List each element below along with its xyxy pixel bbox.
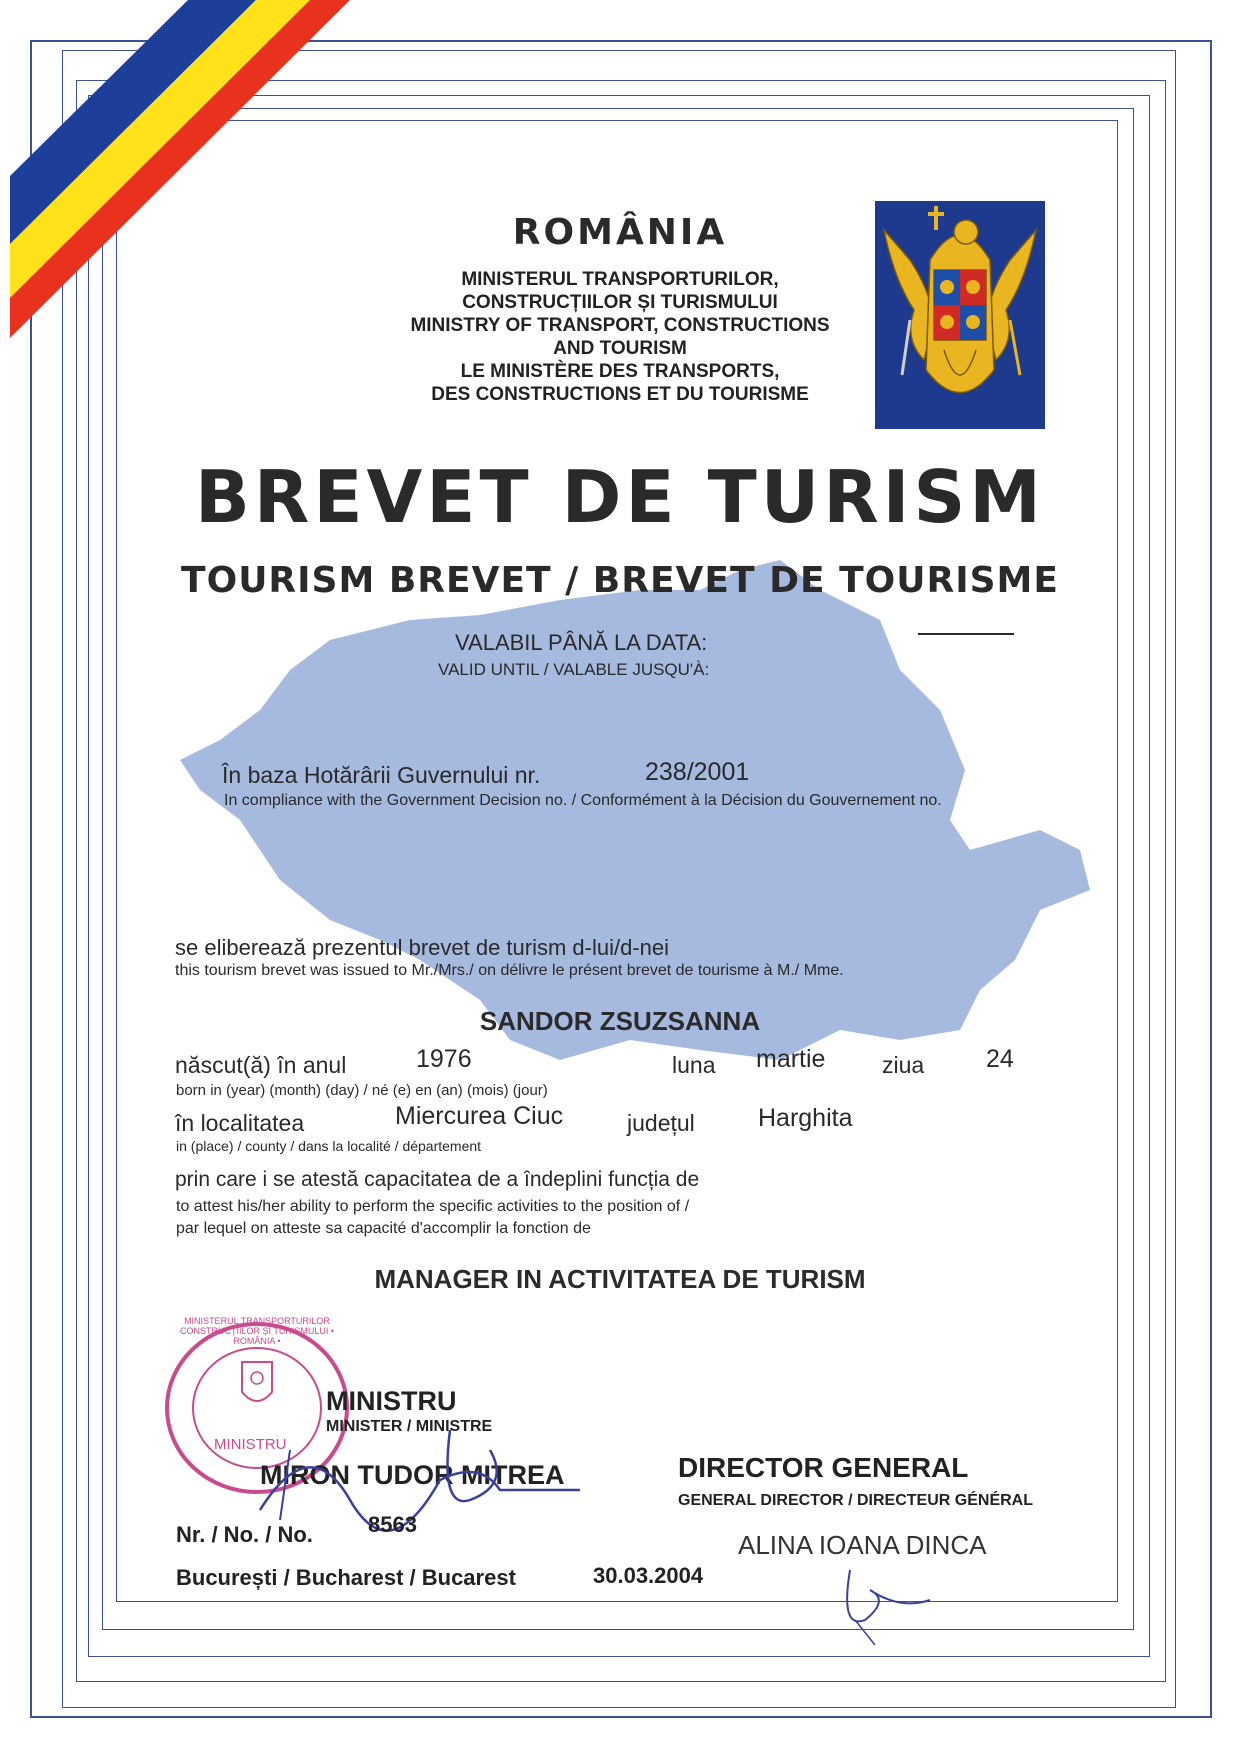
locality-value: Miercurea Ciuc [395, 1102, 564, 1130]
stamp-ring-text: MINISTERUL TRANSPORTURILOR CONSTRUCȚIILOR ȘI TURISMULUI • ROMÂNIA • [180, 1316, 334, 1346]
birth-month-label: luna [672, 1052, 716, 1078]
birth-month-value: martie [756, 1045, 826, 1073]
director-subtitle: GENERAL DIRECTOR / DIRECTEUR GÉNÉRAL [678, 1492, 1033, 1509]
certificate-number-value: 8563 [368, 1512, 417, 1537]
decision-number: 238/2001 [645, 758, 750, 786]
ministry-fr-line-1: LE MINISTÈRE DES TRANSPORTS, [460, 361, 780, 382]
ministry-en-line-2: AND TOURISM [553, 338, 687, 359]
director-signature-icon [830, 1560, 950, 1650]
county-label: județul [627, 1110, 695, 1136]
validity-label-en-fr: VALID UNTIL / VALABLE JUSQU'À: [438, 660, 710, 679]
ministry-name-block [300, 268, 940, 406]
document-subtitle: TOURISM BREVET / BREVET DE TOURISME [181, 560, 1059, 601]
county-value: Harghita [758, 1104, 853, 1132]
issued-label-en-fr: this tourism brevet was issued to Mr./Mrs./ on délivre le présent brevet de tourisme à M./ Mme. [175, 962, 844, 979]
birth-day-label: ziua [882, 1052, 925, 1078]
decision-label-en-fr: In compliance with the Government Decision no. / Conformément à la Décision du Gouvernement no. [224, 792, 942, 809]
director-title: DIRECTOR GENERAL [678, 1452, 969, 1483]
function-value: MANAGER IN ACTIVITATEA DE TURISM [374, 1264, 866, 1294]
function-label-ro: prin care i se atestă capacitatea de a îndeplini funcția de [175, 1168, 700, 1191]
birth-label-en-fr: born in (year) (month) (day) / né (e) en (an) (mois) (jour) [176, 1082, 548, 1099]
birth-year-value: 1976 [416, 1045, 472, 1073]
issue-date: 30.03.2004 [593, 1563, 704, 1588]
issued-label: se eliberează prezentul brevet de turism d-lui/d-nei [175, 935, 670, 960]
issue-place-label: București / Bucharest / Bucarest [176, 1565, 516, 1590]
ministry-ro-line-1: MINISTERUL TRANSPORTURILOR, [461, 269, 779, 290]
minister-name: MIRON TUDOR MITREA [260, 1460, 565, 1490]
stamp-center-text: MINISTRU [214, 1436, 287, 1453]
birth-year-label: născut(ă) în anul [175, 1052, 347, 1078]
certificate-number-label: Nr. / No. / No. [176, 1522, 313, 1547]
ministry-en-line-1: MINISTRY OF TRANSPORT, CONSTRUCTIONS [410, 315, 830, 336]
minister-title: MINISTRU [326, 1386, 457, 1416]
function-label-en: to attest his/her ability to perform the specific activities to the position of / [176, 1198, 690, 1215]
country-title: ROMÂNIA [512, 212, 728, 253]
ministry-ro-line-2: CONSTRUCȚIILOR ȘI TURISMULUI [462, 292, 778, 313]
ministry-fr-line-2: DES CONSTRUCTIONS ET DU TOURISME [431, 384, 809, 405]
validity-label-ro: VALABIL PÂNĂ LA DATA: [455, 630, 708, 655]
minister-subtitle: MINISTER / MINISTRE [326, 1418, 493, 1435]
decision-label: În baza Hotărârii Guvernului nr. [222, 762, 541, 788]
director-name: ALINA IOANA DINCA [738, 1530, 987, 1560]
locality-label: în localitatea [175, 1110, 305, 1136]
birth-day-value: 24 [986, 1045, 1014, 1073]
function-label-fr: par lequel on atteste sa capacité d'accomplir la fonction de [176, 1220, 591, 1237]
minister-signature-icon [250, 1390, 610, 1540]
validity-date-line [918, 633, 1014, 635]
holder-name: SANDOR ZSUZSANNA [479, 1006, 761, 1036]
place-label-en-fr: in (place) / county / dans la localité / département [176, 1138, 482, 1154]
document-title: BREVET DE TURISM [195, 455, 1045, 539]
